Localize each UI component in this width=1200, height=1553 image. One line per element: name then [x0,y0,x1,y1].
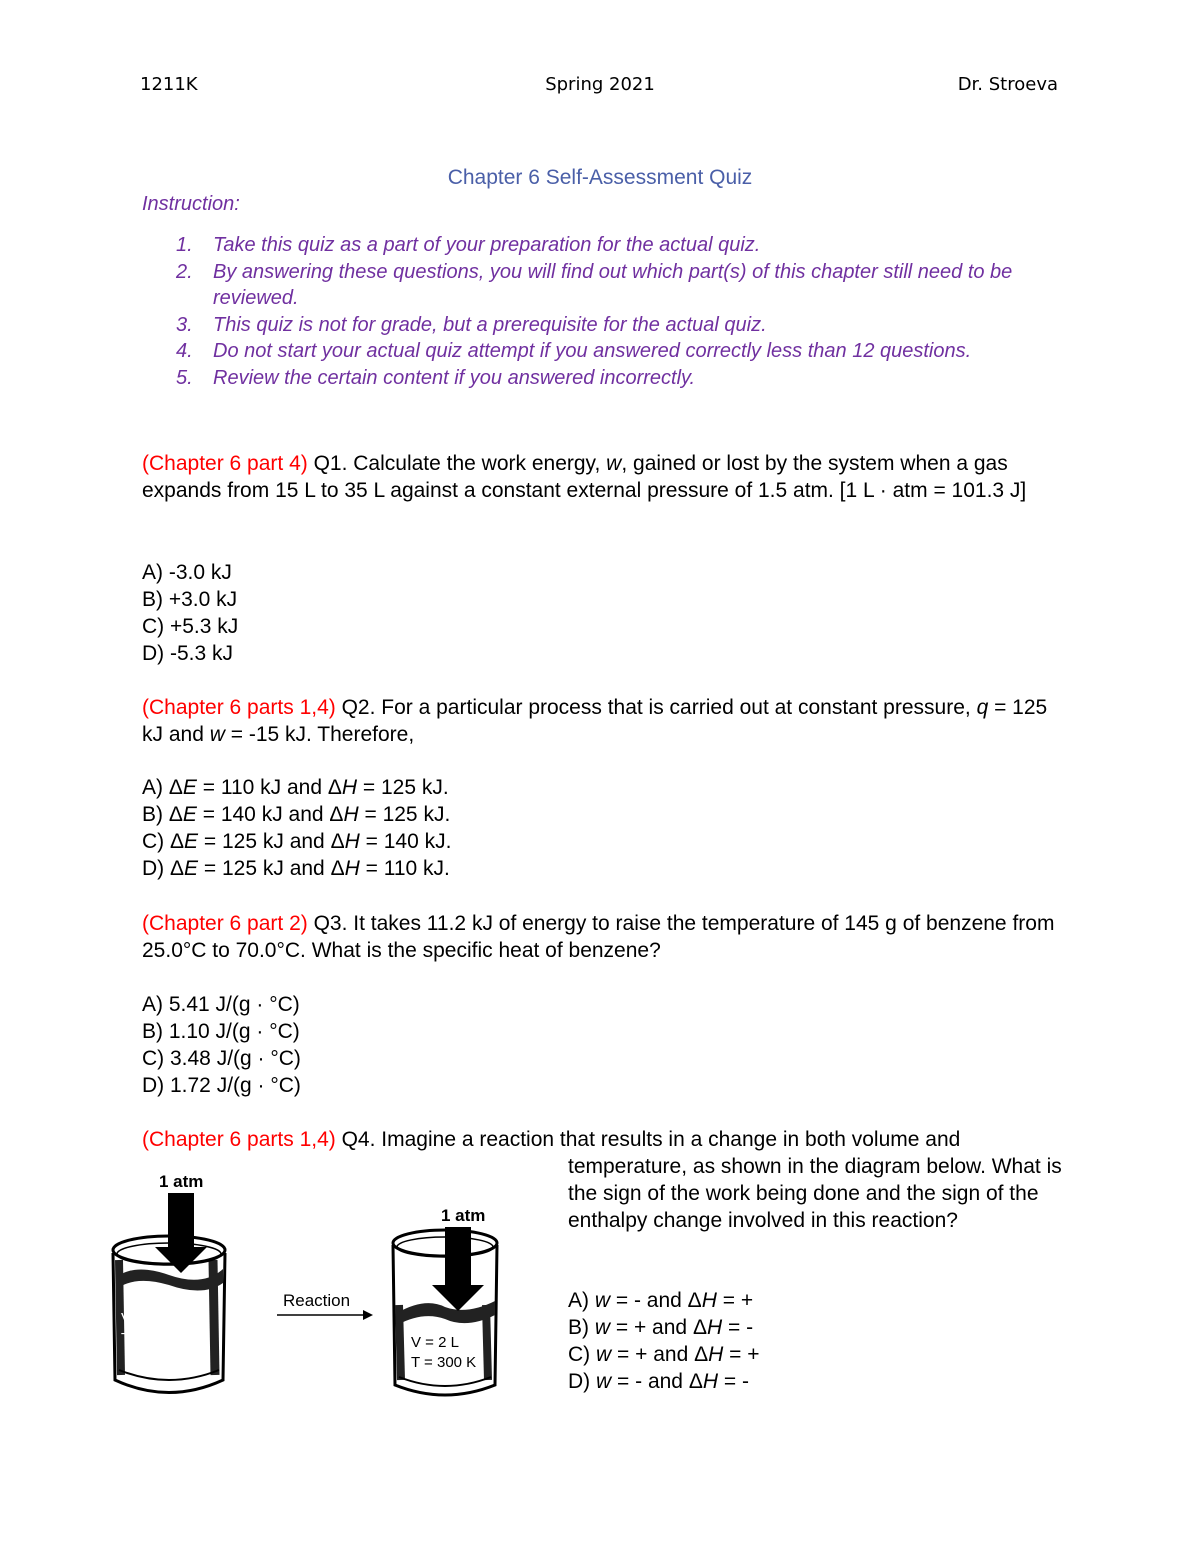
option-d: D) w = - and ΔH = - [568,1370,749,1393]
right-volume-label: V = 2 L [411,1334,459,1351]
right-temperature-label: T = 300 K [411,1354,477,1371]
question-1: (Chapter 6 part 4) Q1. Calculate the work energy, w, gained or lost by the system when a gas expands from 15 L to 35 L against a constant external pressure of 1.5 atm. [1 L · atm = 101.3 J] [142,452,1027,502]
option-c: C) ΔE = 125 kJ and ΔH = 140 kJ. [142,830,452,853]
left-temperature-label: T = 310 K [121,1330,187,1347]
option-c: C) +5.3 kJ [142,615,239,638]
header-course: 1211K [140,74,198,95]
instruction-item: 1. Take this quiz as a part of your preparation for the actual quiz. [176,234,761,256]
option-c: C) 3.48 J/(g · °C) [142,1047,301,1070]
right-pressure-label: 1 atm [441,1206,486,1225]
question-4-options [568,1287,760,1395]
question-3-chapter-ref: (Chapter 6 part 2) [142,912,308,935]
question-3-options [142,991,301,1099]
option-b: B) w = + and ΔH = - [568,1316,754,1339]
option-b: B) 1.10 J/(g · °C) [142,1020,300,1043]
question-4-continued: temperature, as shown in the diagram below. What is the sign of the work being done and the sign of the enthalpy change involved in this reaction? [568,1155,1062,1232]
option-a: A) ΔE = 110 kJ and ΔH = 125 kJ. [142,776,449,799]
question-2-options [142,774,451,882]
instruction-label: Instruction: [142,193,240,215]
reaction-arrow [277,1310,373,1320]
question-4: (Chapter 6 parts 1,4) Q4. Imagine a reaction that results in a change in both volume and [142,1128,961,1151]
instruction-item: 5. Review the certain content if you answered incorrectly. [176,366,696,389]
header-instructor: Dr. Stroeva [957,74,1058,95]
option-b: B) +3.0 kJ [142,588,238,611]
option-d: D) ΔE = 125 kJ and ΔH = 110 kJ. [142,857,450,880]
left-pressure-label: 1 atm [159,1172,204,1191]
option-a: A) -3.0 kJ [142,561,232,584]
reaction-arrow-label: Reaction [283,1291,351,1310]
option-d: D) 1.72 J/(g · °C) [142,1074,301,1097]
header-term: Spring 2021 [545,74,655,95]
question-1-options [142,559,238,667]
instruction-item: 3. This quiz is not for grade, but a prerequisite for the actual quiz. [176,313,767,336]
reaction-diagram [105,1165,525,1405]
instruction-list [176,232,1076,391]
option-c: C) w = + and ΔH = + [568,1343,760,1366]
option-a: A) 5.41 J/(g · °C) [142,993,300,1016]
left-volume-label: V = 3 L [121,1310,169,1327]
option-d: D) -5.3 kJ [142,642,234,665]
question-2: (Chapter 6 parts 1,4) Q2. For a particular process that is carried out at constant pressure, q = 125 kJ and w = -15 kJ. Therefore, [142,696,1048,746]
option-b: B) ΔE = 140 kJ and ΔH = 125 kJ. [142,803,451,826]
question-2-chapter-ref: (Chapter 6 parts 1,4) [142,696,336,719]
instruction-item: 4. Do not start your actual quiz attempt if you answered correctly less than 12 questions. [176,340,972,362]
question-1-chapter-ref: (Chapter 6 part 4) [142,452,308,475]
question-3: (Chapter 6 part 2) Q3. It takes 11.2 kJ of energy to raise the temperature of 145 g of benzene from 25.0°C to 70.0°C. What is the specific heat of benzene? [142,912,1055,962]
instruction-item: 2. By answering these questions, you will find out which part(s) of this chapter still need to be reviewed. [176,260,1013,309]
option-a: A) w = - and ΔH = + [568,1289,754,1312]
page-title: Chapter 6 Self-Assessment Quiz [447,166,753,189]
question-4-chapter-ref: (Chapter 6 parts 1,4) [142,1128,336,1151]
